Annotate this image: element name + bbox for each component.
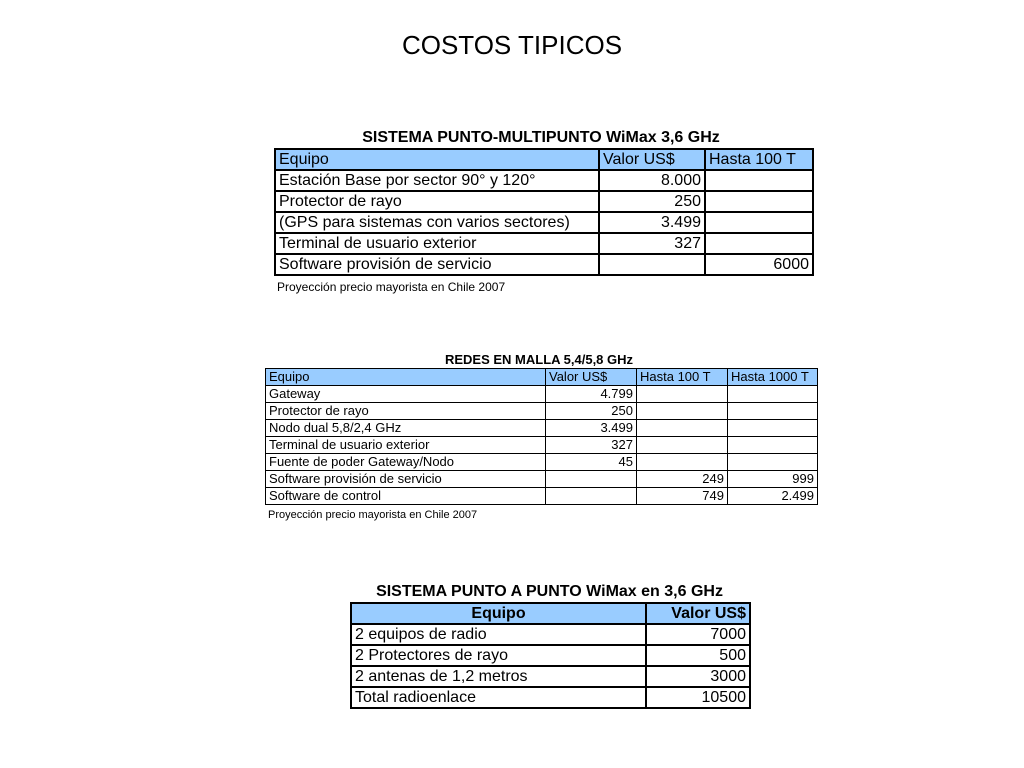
- tier-cell: [637, 437, 728, 454]
- table-row: [266, 488, 818, 505]
- table-row: [275, 254, 813, 275]
- cost-table-punto-a-punto: [350, 602, 751, 709]
- table-header-row: [266, 369, 818, 386]
- price-cell: 327: [599, 233, 705, 254]
- table-header-row: [351, 603, 750, 624]
- header-cell: Valor US$: [599, 149, 705, 170]
- price-cell: [546, 488, 637, 505]
- item-cell: (GPS para sistemas con varios sectores): [275, 212, 599, 233]
- price-cell: 250: [599, 191, 705, 212]
- tier-cell: [705, 233, 813, 254]
- table-row: [266, 386, 818, 403]
- table-row: [351, 666, 750, 687]
- table-row: [266, 403, 818, 420]
- table-row: [266, 471, 818, 488]
- total-cell: 10500: [646, 687, 750, 708]
- tier-cell: 999: [728, 471, 818, 488]
- header-cell: Equipo: [266, 369, 546, 386]
- item-cell: Nodo dual 5,8/2,4 GHz: [266, 420, 546, 437]
- price-cell: 4.799: [546, 386, 637, 403]
- section-title: SISTEMA PUNTO-MULTIPUNTO WiMax 3,6 GHz: [362, 129, 720, 146]
- tier-cell: [728, 437, 818, 454]
- item-cell: Total radioenlace: [351, 687, 646, 708]
- tier-cell: [705, 191, 813, 212]
- price-cell: 7000: [646, 624, 750, 645]
- table-section-redes-malla: [265, 351, 817, 521]
- item-cell: Protector de rayo: [275, 191, 599, 212]
- tier-cell: 6000: [705, 254, 813, 275]
- section-title: REDES EN MALLA 5,4/5,8 GHz: [444, 352, 634, 367]
- tier-cell: [728, 454, 818, 471]
- table-row: [275, 191, 813, 212]
- header-cell: Hasta 100 T: [705, 149, 813, 170]
- item-cell: Software de control: [266, 488, 546, 505]
- item-cell: 2 Protectores de rayo: [351, 645, 646, 666]
- item-cell: Fuente de poder Gateway/Nodo: [266, 454, 546, 471]
- tier-cell: [728, 420, 818, 437]
- price-cell: [599, 254, 705, 275]
- price-cell: 3.499: [546, 420, 637, 437]
- page-title: COSTOS TIPICOS: [401, 30, 623, 60]
- tier-cell: 749: [637, 488, 728, 505]
- table-header-row: [275, 149, 813, 170]
- footnote: Proyección precio mayorista en Chile 2007: [268, 509, 478, 521]
- item-cell: Software provisión de servicio: [275, 254, 599, 275]
- price-cell: 500: [646, 645, 750, 666]
- header-cell: Hasta 1000 T: [728, 369, 818, 386]
- section-title: SISTEMA PUNTO A PUNTO WiMax en 3,6 GHz: [376, 583, 723, 600]
- item-cell: Terminal de usuario exterior: [275, 233, 599, 254]
- table-row: [351, 624, 750, 645]
- item-cell: Protector de rayo: [266, 403, 546, 420]
- price-cell: 3.499: [599, 212, 705, 233]
- header-cell: Equipo: [351, 603, 646, 624]
- item-cell: Estación Base por sector 90° y 120°: [275, 170, 599, 191]
- item-cell: Terminal de usuario exterior: [266, 437, 546, 454]
- tier-cell: [637, 454, 728, 471]
- tier-cell: [637, 420, 728, 437]
- price-cell: [546, 471, 637, 488]
- table-row: [266, 454, 818, 471]
- tier-cell: [728, 403, 818, 420]
- tier-cell: [728, 386, 818, 403]
- tier-cell: [637, 403, 728, 420]
- table-row: [266, 437, 818, 454]
- cost-table-redes-malla: [265, 368, 818, 505]
- header-cell: Valor US$: [646, 603, 750, 624]
- tier-cell: 2.499: [728, 488, 818, 505]
- table-row: [351, 687, 750, 708]
- price-cell: 250: [546, 403, 637, 420]
- item-cell: 2 antenas de 1,2 metros: [351, 666, 646, 687]
- header-cell: Equipo: [275, 149, 599, 170]
- item-cell: Gateway: [266, 386, 546, 403]
- table-row: [275, 170, 813, 191]
- header-cell: Hasta 100 T: [637, 369, 728, 386]
- price-cell: 45: [546, 454, 637, 471]
- table-row: [275, 212, 813, 233]
- tier-cell: [637, 386, 728, 403]
- header-cell: Valor US$: [546, 369, 637, 386]
- tier-cell: [705, 170, 813, 191]
- table-row: [351, 645, 750, 666]
- cost-table-punto-multipunto: [274, 148, 814, 276]
- footnote: Proyección precio mayorista en Chile 2007: [277, 280, 506, 294]
- item-cell: Software provisión de servicio: [266, 471, 546, 488]
- price-cell: 327: [546, 437, 637, 454]
- price-cell: 8.000: [599, 170, 705, 191]
- price-cell: 3000: [646, 666, 750, 687]
- table-row: [275, 233, 813, 254]
- tier-cell: [705, 212, 813, 233]
- table-section-punto-multipunto: [274, 128, 812, 294]
- item-cell: 2 equipos de radio: [351, 624, 646, 645]
- table-section-punto-a-punto: [350, 582, 749, 709]
- table-row: [266, 420, 818, 437]
- tier-cell: 249: [637, 471, 728, 488]
